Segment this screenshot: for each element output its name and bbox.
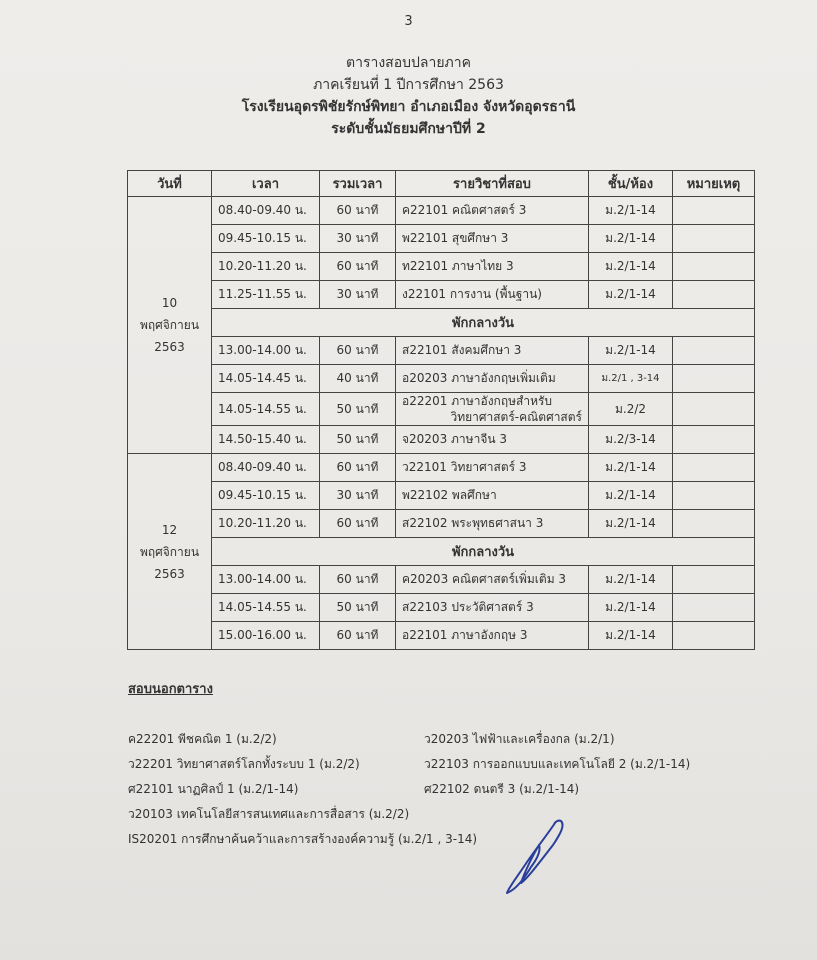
time-cell: 10.20-11.20 น. — [212, 510, 320, 538]
date-year: 2563 — [154, 340, 185, 354]
room-cell: ม.2/1-14 — [589, 594, 673, 622]
time-cell: 13.00-14.00 น. — [212, 337, 320, 365]
subject-cell — [396, 393, 589, 426]
room-cell: ม.2/1-14 — [589, 510, 673, 538]
time-cell: 14.50-15.40 น. — [212, 426, 320, 454]
header-semester: ภาคเรียนที่ 1 ปีการศึกษา 2563 — [313, 77, 504, 93]
time-cell: 08.40-09.40 น. — [212, 454, 320, 482]
duration-cell: 60 นาที — [320, 197, 396, 225]
room-cell: ม.2/1-14 — [589, 622, 673, 650]
room-cell: ม.2/1-14 — [589, 281, 673, 309]
time-cell: 08.40-09.40 น. — [212, 197, 320, 225]
note-cell — [673, 594, 755, 622]
lunch-break-label: พักกลางวัน — [212, 309, 755, 337]
subject-cell: ค22101 คณิตศาสตร์ 3 — [396, 197, 589, 225]
subject-cell: อ20203 ภาษาอังกฤษเพิ่มเติม — [396, 365, 589, 393]
time-cell: 14.05-14.55 น. — [212, 393, 320, 426]
room-cell: ม.2/3-14 — [589, 426, 673, 454]
note-cell — [673, 225, 755, 253]
note-cell — [673, 426, 755, 454]
subject-cell: ท22101 ภาษาไทย 3 — [396, 253, 589, 281]
table-row — [128, 253, 755, 281]
note-cell — [673, 197, 755, 225]
subject-cell: อ22101 ภาษาอังกฤษ 3 — [396, 622, 589, 650]
note-cell — [673, 393, 755, 426]
note-cell — [673, 365, 755, 393]
date-cell — [128, 197, 212, 454]
duration-cell: 60 นาที — [320, 566, 396, 594]
note-cell — [673, 566, 755, 594]
extra-exams-title: สอบนอกตาราง — [128, 682, 213, 697]
subject-cell: จ20203 ภาษาจีน 3 — [396, 426, 589, 454]
room-cell: ม.2/1-14 — [589, 482, 673, 510]
table-row — [128, 594, 755, 622]
extra-exam-item: ว22201 วิทยาศาสตร์โลกทั้งระบบ 1 (ม.2/2) — [128, 757, 360, 771]
subject-cell: ส22101 สังคมศึกษา 3 — [396, 337, 589, 365]
date-month: พฤศจิกายน — [139, 318, 200, 332]
duration-cell: 60 นาที — [320, 253, 396, 281]
extra-exam-item: ศ22102 ดนตรี 3 (ม.2/1-14) — [424, 782, 580, 796]
subject-line1: อ22201 ภาษาอังกฤษสำหรับ — [402, 394, 553, 408]
subject-cell: ส22102 พระพุทธศาสนา 3 — [396, 510, 589, 538]
column-header-time: เวลา — [212, 171, 320, 197]
extra-exam-item: IS20201 การศึกษาค้นคว้าและการสร้างองค์ความรู้ (ม.2/1 , 3-14) — [128, 832, 478, 846]
subject-cell: พ22102 พลศึกษา — [396, 482, 589, 510]
room-cell: ม.2/1-14 — [589, 454, 673, 482]
extra-exam-item: ว22103 การออกแบบและเทคโนโลยี 2 (ม.2/1-14) — [424, 757, 691, 771]
table-header-row — [128, 171, 755, 197]
page-number: 3 — [404, 14, 413, 29]
extra-exam-item: ว20203 ไฟฟ้าและเครื่องกล (ม.2/1) — [424, 732, 615, 746]
duration-cell: 30 นาที — [320, 281, 396, 309]
header-school: โรงเรียนอุดรพิชัยรักษ์พิทยา อำเภอเมือง จังหวัดอุดรธานี — [241, 99, 576, 115]
date-cell — [128, 454, 212, 650]
duration-cell: 50 นาที — [320, 393, 396, 426]
subject-cell: ส22103 ประวัติศาสตร์ 3 — [396, 594, 589, 622]
column-header-room: ชั้น/ห้อง — [589, 171, 673, 197]
room-cell: ม.2/1-14 — [589, 337, 673, 365]
date-month: พฤศจิกายน — [139, 544, 200, 559]
extra-exam-item: ค22201 พีชคณิต 1 (ม.2/2) — [128, 732, 277, 746]
header-grade: ระดับชั้นมัธยมศึกษาปีที่ 2 — [331, 121, 486, 137]
note-cell — [673, 482, 755, 510]
note-cell — [673, 337, 755, 365]
lunch-row — [128, 538, 755, 566]
table-row — [128, 622, 755, 650]
time-cell: 09.45-10.15 น. — [212, 225, 320, 253]
room-cell: ม.2/1-14 — [589, 253, 673, 281]
lunch-row — [128, 309, 755, 337]
table-row — [128, 197, 755, 225]
table-row — [128, 225, 755, 253]
signature — [495, 815, 585, 900]
duration-cell: 60 นาที — [320, 510, 396, 538]
note-cell — [673, 253, 755, 281]
time-cell: 15.00-16.00 น. — [212, 622, 320, 650]
extra-exam-item: ว20103 เทคโนโลยีสารสนเทศและการสื่อสาร (ม.2/2) — [128, 807, 410, 821]
column-header-subject: รายวิชาที่สอบ — [396, 171, 589, 197]
time-cell: 13.00-14.00 น. — [212, 566, 320, 594]
column-header-duration: รวมเวลา — [320, 171, 396, 197]
room-cell: ม.2/2 — [589, 393, 673, 426]
duration-cell: 60 นาที — [320, 454, 396, 482]
date-year: 2563 — [154, 566, 185, 581]
duration-cell: 60 นาที — [320, 622, 396, 650]
table-row — [128, 393, 755, 426]
subject-cell: ว22101 วิทยาศาสตร์ 3 — [396, 454, 589, 482]
date-day: 12 — [161, 522, 178, 537]
duration-cell: 60 นาที — [320, 337, 396, 365]
lunch-break-label: พักกลางวัน — [212, 538, 755, 566]
duration-cell: 50 นาที — [320, 426, 396, 454]
table-row — [128, 426, 755, 454]
time-cell: 09.45-10.15 น. — [212, 482, 320, 510]
extra-exam-item: ศ22101 นาฏศิลป์ 1 (ม.2/1-14) — [128, 782, 299, 796]
table-row — [128, 337, 755, 365]
time-cell: 11.25-11.55 น. — [212, 281, 320, 309]
subject-line2: วิทยาศาสตร์-คณิตศาสตร์ — [450, 410, 582, 424]
duration-cell: 30 นาที — [320, 482, 396, 510]
table-row — [128, 454, 755, 482]
note-cell — [673, 510, 755, 538]
table-row — [128, 566, 755, 594]
duration-cell: 30 นาที — [320, 225, 396, 253]
subject-cell: ง22101 การงาน (พื้นฐาน) — [396, 281, 589, 309]
column-header-note: หมายเหตุ — [673, 171, 755, 197]
subject-cell: พ22101 สุขศึกษา 3 — [396, 225, 589, 253]
room-cell: ม.2/1-14 — [589, 197, 673, 225]
room-cell: ม.2/1 , 3-14 — [589, 365, 673, 393]
note-cell — [673, 622, 755, 650]
time-cell: 14.05-14.45 น. — [212, 365, 320, 393]
duration-cell: 50 นาที — [320, 594, 396, 622]
column-header-date: วันที่ — [128, 171, 212, 197]
room-cell: ม.2/1-14 — [589, 225, 673, 253]
note-cell — [673, 281, 755, 309]
time-cell: 14.05-14.55 น. — [212, 594, 320, 622]
time-cell: 10.20-11.20 น. — [212, 253, 320, 281]
exam-schedule-table — [127, 170, 755, 650]
room-cell: ม.2/1-14 — [589, 566, 673, 594]
subject-cell: ค20203 คณิตศาสตร์เพิ่มเติม 3 — [396, 566, 589, 594]
date-day: 10 — [161, 296, 178, 310]
document-header — [0, 52, 817, 140]
table-row — [128, 281, 755, 309]
duration-cell: 40 นาที — [320, 365, 396, 393]
header-title: ตารางสอบปลายภาค — [346, 55, 471, 71]
note-cell — [673, 454, 755, 482]
table-row — [128, 482, 755, 510]
table-row — [128, 510, 755, 538]
table-row — [128, 365, 755, 393]
